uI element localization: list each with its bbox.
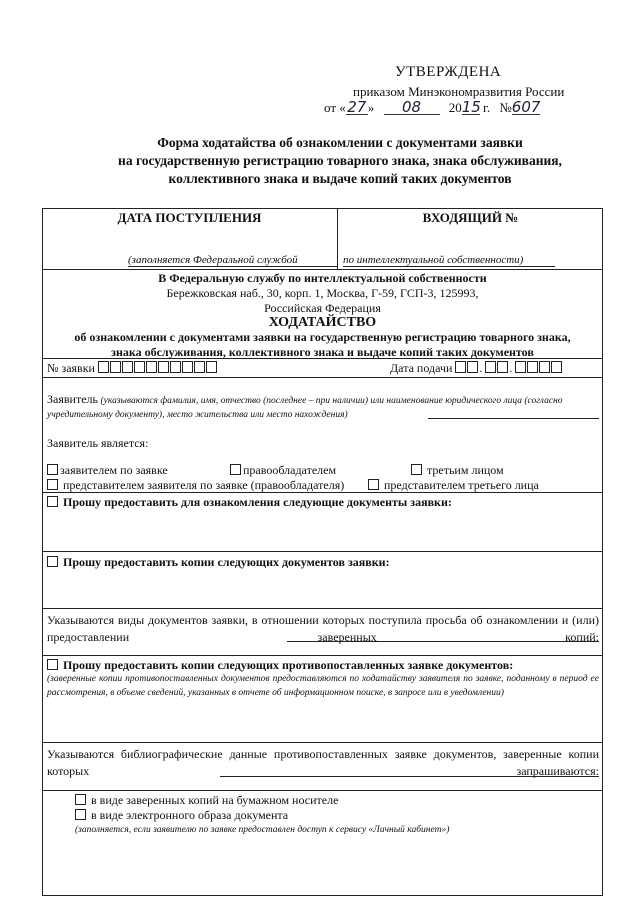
document-types-text: Указываются виды документов заявки, в отношении которых поступила просьба об ознакомлении и (или) предоставлении заверенных копий: bbox=[47, 613, 599, 644]
format-note: (заполняется, если заявителю по заявке предоставлен доступ к сервису «Личный кабинет») bbox=[75, 825, 450, 835]
order-number: 607 bbox=[511, 98, 541, 116]
date-year: 15 bbox=[461, 98, 481, 116]
receipt-note-right: по интеллектуальной собственности) bbox=[343, 254, 555, 267]
petition-subtitle1: об ознакомлении с документами заявки на государственную регистрацию товарного знака, bbox=[74, 330, 571, 344]
form-title-line3: коллективного знака и выдаче копий таких документов bbox=[168, 171, 512, 186]
rule bbox=[42, 269, 603, 270]
checkbox-icon[interactable] bbox=[75, 809, 86, 820]
checkbox-icon[interactable] bbox=[47, 464, 58, 475]
checkbox-rep-applicant[interactable]: представителем заявителя по заявке (правообладателя) bbox=[47, 478, 344, 493]
petition-subtitle2: знака обслуживания, коллективного знака и выдаче копий таких документов bbox=[111, 345, 534, 359]
order-line: приказом Минэкономразвития России bbox=[353, 84, 565, 99]
checkbox-applicant[interactable]: заявителем по заявке bbox=[47, 463, 168, 478]
checkbox-icon[interactable] bbox=[47, 659, 58, 670]
order-date-line bbox=[324, 100, 540, 116]
filing-date-row bbox=[390, 361, 563, 376]
bibliographic-text: Указываются библиографические данные противопоставленных заявке документов, заверенные копии которых запрашиваются: bbox=[47, 747, 599, 778]
checkbox-icon[interactable] bbox=[47, 556, 58, 567]
rule bbox=[42, 742, 603, 743]
petition-block bbox=[42, 315, 603, 360]
checkbox-icon[interactable] bbox=[368, 479, 379, 490]
checkbox-icon[interactable] bbox=[47, 479, 58, 490]
applicant-underline bbox=[428, 418, 599, 419]
rule bbox=[42, 608, 603, 609]
form-title-line1: Форма ходатайства об ознакомлении с документами заявки bbox=[157, 135, 523, 150]
date-day: 27 bbox=[347, 98, 367, 116]
checkbox-holder[interactable]: правообладателем bbox=[230, 463, 336, 478]
date-mid: » bbox=[367, 100, 375, 115]
applicant-label: Заявитель bbox=[47, 392, 98, 406]
application-number-row bbox=[47, 361, 218, 376]
petition-title: ХОДАТАЙСТВО bbox=[268, 315, 377, 330]
checkbox-icon[interactable] bbox=[47, 496, 58, 507]
date-prefix: от « bbox=[324, 100, 346, 115]
incoming-number-header: ВХОДЯЩИЙ № bbox=[422, 210, 519, 225]
receipt-note-left: (заполняется Федеральной службой bbox=[128, 254, 338, 267]
checkbox-rep-third[interactable]: представителем третьего лица bbox=[368, 478, 539, 493]
filing-date-label: Дата подачи bbox=[390, 361, 453, 375]
date-month: 08 bbox=[384, 100, 440, 115]
date-year-suffix: г. bbox=[483, 100, 491, 115]
addressee-line3: Российская Федерация bbox=[264, 301, 381, 315]
filing-date-cells[interactable]: . . bbox=[455, 361, 563, 375]
opposed-note: (заверенные копии противопоставленных документов предоставляются по ходатайству заявителя по заявке, поданному в период ее рассмотрения, в объеме сведений, указанных в отчете об информационном поиске, в запросе или в уведомлении) bbox=[47, 674, 599, 698]
application-number-label: № заявки bbox=[47, 361, 95, 375]
date-received-header: ДАТА ПОСТУПЛЕНИЯ bbox=[117, 210, 262, 225]
bibliographic-input-line[interactable] bbox=[220, 776, 599, 777]
number-prefix: № bbox=[499, 100, 512, 115]
form-title bbox=[60, 134, 620, 188]
form-title-line2: на государственную регистрацию товарного знака, знака обслуживания, bbox=[118, 153, 562, 168]
date-year-prefix: 20 bbox=[448, 100, 462, 115]
opposed-checkbox[interactable]: Прошу предоставить копии следующих противопоставленных заявке документов: bbox=[47, 658, 513, 673]
format-paper-checkbox[interactable]: в виде заверенных копий на бумажном носителе bbox=[75, 793, 338, 808]
addressee-block bbox=[42, 271, 603, 316]
approved-stamp: УТВЕРЖДЕНА bbox=[395, 64, 502, 80]
format-electronic-checkbox[interactable]: в виде электронного образа документа bbox=[75, 808, 288, 823]
familiarize-checkbox[interactable]: Прошу предоставить для ознакомления следующие документы заявки: bbox=[47, 495, 452, 510]
checkbox-icon[interactable] bbox=[75, 794, 86, 805]
copies-checkbox[interactable]: Прошу предоставить копии следующих документов заявки: bbox=[47, 555, 390, 570]
applicant-note: (указываются фамилия, имя, отчество (последнее – при наличии) или наименование юридического лица (согласно учредительному документу), место жительства или место нахождения) bbox=[47, 396, 563, 420]
applicant-is-label: Заявитель является: bbox=[47, 436, 149, 450]
rule bbox=[42, 790, 603, 791]
checkbox-icon[interactable] bbox=[230, 464, 241, 475]
document-types-input-line[interactable] bbox=[287, 641, 599, 642]
checkbox-icon[interactable] bbox=[411, 464, 422, 475]
addressee-line2: Бережковская наб., 30, корп. 1, Москва, Г-59, ГСП-3, 125993, bbox=[166, 286, 479, 300]
checkbox-third-party[interactable]: третьим лицом bbox=[411, 463, 504, 478]
application-number-cells[interactable] bbox=[98, 361, 218, 375]
rule bbox=[42, 655, 603, 656]
addressee-line1: В Федеральную службу по интеллектуальной собственности bbox=[158, 271, 487, 285]
rule bbox=[42, 551, 603, 552]
rule bbox=[42, 377, 603, 378]
